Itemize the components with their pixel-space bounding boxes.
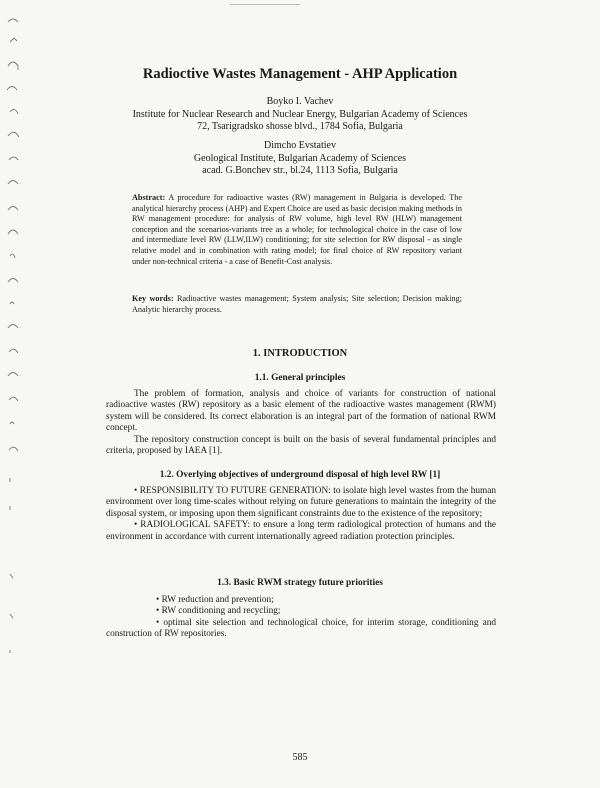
author-block-2 xyxy=(0,140,600,178)
list-item: • optimal site selection and technological choice, for interim storage, conditioning and construction of RW repositories. xyxy=(106,617,496,640)
objectives-list xyxy=(106,486,496,543)
abstract-label: Abstract: xyxy=(132,193,166,202)
list-item: • RW conditioning and recycling; xyxy=(156,606,281,617)
paragraph: The problem of formation, analysis and choice of variants for construction of national radioactive wastes (RW) repository as a basic element of the radioactive wastes management (RWM) system will be considered. Its correct elaboration is an integral part of the formation of national RWM concept. xyxy=(106,389,496,434)
list-item: • RESPONSIBILITY TO FUTURE GENERATION: to isolate high level wastes from the human environment over long time-scales without relying on future generations to maintain the integrity of the disposal system, or imposing upon them significant constraints due to the existence of the repository; xyxy=(106,486,496,519)
author-block-1 xyxy=(0,96,600,134)
paper-title: Radioctive Wastes Management - AHP Application xyxy=(142,66,458,82)
item-text: optimal site selection and technological choice, for interim storage, conditioning and construction of RW repositories. xyxy=(106,617,496,640)
item-lead: RESPONSIBILITY TO FUTURE GENERATION: xyxy=(139,486,331,496)
keywords-text: Radioactive wastes management; System analysis; Site selection; Decision making; Analytic hierarchy process. xyxy=(132,294,463,314)
author-address: 72, Tsarigradsko shosse blvd., 1784 Sofia, Bulgaria xyxy=(197,121,403,132)
item-text: RW reduction and prevention; xyxy=(161,595,274,605)
item-text: to isolate high level wastes from the human environment over long time-scales without relying on future generations to maintain the integrity of the disposal system, or imposing upon them significant constraints due to the existence of the repository; xyxy=(106,486,496,519)
keywords-label: Key words: xyxy=(132,294,174,303)
abstract-text: A procedure for radioactive wastes (RW) management in Bulgaria is developed. The analytical hierarchy process (AHP) and Expert Choice are used as basic decision making methods in RW management procedure: for analysis of RW volume, high level RW (HLW) management conception and the scenarios-variants tree as a whole; for technological choice in the case of low and intermediate level RW (LLW,ILW) conditioning; for site selection for RW disposal - as single relative model and in combination with rating model; for final choice of RW repository variant under non-technical criteria - a case of Benefit-Cost analysis. xyxy=(132,193,462,266)
scan-artifact-line xyxy=(230,4,300,5)
priorities-list xyxy=(106,595,496,641)
item-text: RW conditioning and recycling; xyxy=(161,606,281,617)
list-item: • RADIOLOGICAL SAFETY: to ensure a long term radiological protection of humans and the environment in accordance with current internationally agreed radiation protection principles. xyxy=(106,520,496,542)
author-name: Boyko I. Vachev xyxy=(266,96,334,107)
subsection-heading: 1.3. Basic RWM strategy future priorities xyxy=(217,578,383,588)
subsection-heading: 1.1. General principles xyxy=(254,373,346,383)
abstract xyxy=(132,193,462,267)
author-affiliation: Institute for Nuclear Research and Nuclear Energy, Bulgarian Academy of Sciences xyxy=(132,108,468,120)
author-affiliation: Geological Institute, Bulgarian Academy of Sciences xyxy=(193,152,407,164)
section-heading: 1. INTRODUCTION xyxy=(252,348,348,359)
general-principles-text xyxy=(106,389,496,457)
page-number: 585 xyxy=(292,752,308,763)
paragraph: The repository construction concept is built on the basis of several fundamental principles and criteria, proposed by IAEA [1]. xyxy=(106,434,496,457)
subsection-heading: 1.2. Overlying objectives of underground disposal of high level RW [1] xyxy=(159,470,441,480)
keywords xyxy=(132,294,462,315)
author-name: Dimcho Evstatiev xyxy=(264,140,336,151)
item-text: to ensure a long term radiological protection of humans and the environment in accordance with current internationally agreed radiation protection principles. xyxy=(106,520,496,542)
list-item: • RW reduction and prevention; xyxy=(156,595,274,605)
author-address: acad. G.Bonchev str., bl.24, 1113 Sofia, Bulgaria xyxy=(202,165,398,176)
item-lead: RADIOLOGICAL SAFETY: xyxy=(140,520,251,531)
